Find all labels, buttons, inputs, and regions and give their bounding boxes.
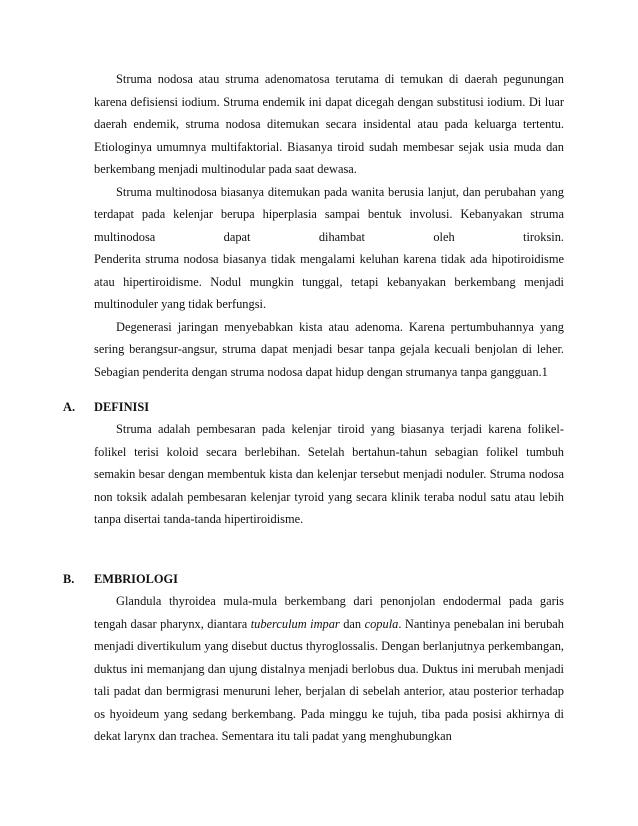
section-b-number: B. bbox=[63, 572, 75, 586]
section-b-term-copula: copula bbox=[364, 616, 399, 631]
intro-section bbox=[94, 68, 564, 383]
section-a-body bbox=[94, 418, 564, 531]
section-b-text-b: dan bbox=[343, 616, 362, 631]
section-b-text-c: . Nantinya penebalan ini berubah menjadi divertikulum yang disebut ductus thyroglossalis. Dengan berlanjutnya perkembangan, duktus ini memanjang dan ujung distalnya menjadi berlobus dua. Duktus ini merubah menjadi tali padat dan bermigrasi menuruni leher, berjalan di sebelah anterior, atau posterior terhadap os hyoideum yang sedang berkembang. Pada minggu ke tujuh, tiba pada posisi akhirnya di dekat larynx dan trachea. Sementara itu tali padat yang menghubungkan bbox=[94, 616, 564, 743]
section-b-title: EMBRIOLOGI bbox=[94, 572, 178, 586]
intro-paragraph-2b: Penderita struma nodosa biasanya tidak mengalami keluhan karena tidak ada hipotiroidisme atau hipertiroidisme. Nodul mungkin tunggal, tetapi kebanyakan berkembang menjadi multinoduler yang tidak berfungsi. bbox=[94, 252, 564, 311]
section-a-heading bbox=[63, 396, 149, 419]
intro-paragraph-3: Degenerasi jaringan menyebabkan kista atau adenoma. Karena pertumbuhannya yang sering berangsur-angsur, struma dapat menjadi besar tanpa gejala kecuali benjolan di leher. Sebagian penderita dengan struma nodosa dapat hidup dengan strumanya tanpa gangguan.1 bbox=[94, 319, 564, 379]
section-a-number: A. bbox=[63, 400, 76, 414]
intro-paragraph-1: Struma nodosa atau struma adenomatosa terutama di temukan di daerah pegunungan karena defisiensi iodium. Struma endemik ini dapat dicegah dengan substitusi iodium. Di luar daerah endemik, struma nodosa ditemukan secara insidental atau pada keluarga tertentu. Etiologinya umumnya multifaktorial. Biasanya tiroid sudah membesar sejak usia muda dan berkembang menjadi multinodular pada saat dewasa. bbox=[94, 72, 564, 176]
intro-paragraph-2a: Struma multinodosa biasanya ditemukan pada wanita berusia lanjut, dan perubahan yang terdapat pada kelenjar berupa hiperplasia sampai bentuk involusi. Kebanyakan struma multinodosa dapat dihambat oleh tiroksin. bbox=[94, 184, 564, 244]
section-b-paragraph-1 bbox=[94, 590, 564, 748]
section-a-title: DEFINISI bbox=[94, 400, 150, 414]
section-b-text-a: Glandula thyroidea mula-mula berkembang dari penonjolan endodermal pada garis tengah dasar pharynx, diantara bbox=[94, 594, 564, 631]
section-b-body bbox=[94, 590, 564, 748]
section-b-term-tuberculum: tuberculum impar bbox=[250, 616, 340, 631]
section-b-heading bbox=[63, 568, 178, 591]
section-a-paragraph-1: Struma adalah pembesaran pada kelenjar tiroid yang biasanya terjadi karena folikel-folikel terisi koloid secara berlebihan. Setelah bertahun-tahun sebagian folikel tumbuh semakin besar dengan membentuk kista dan kelenjar tersebut menjadi noduler. Struma nodosa non toksik adalah pembesaran kelenjar tyroid yang secara klinik teraba nodul satu atau lebih tanpa disertai tanda-tanda hipertiroidisme. bbox=[94, 422, 564, 526]
